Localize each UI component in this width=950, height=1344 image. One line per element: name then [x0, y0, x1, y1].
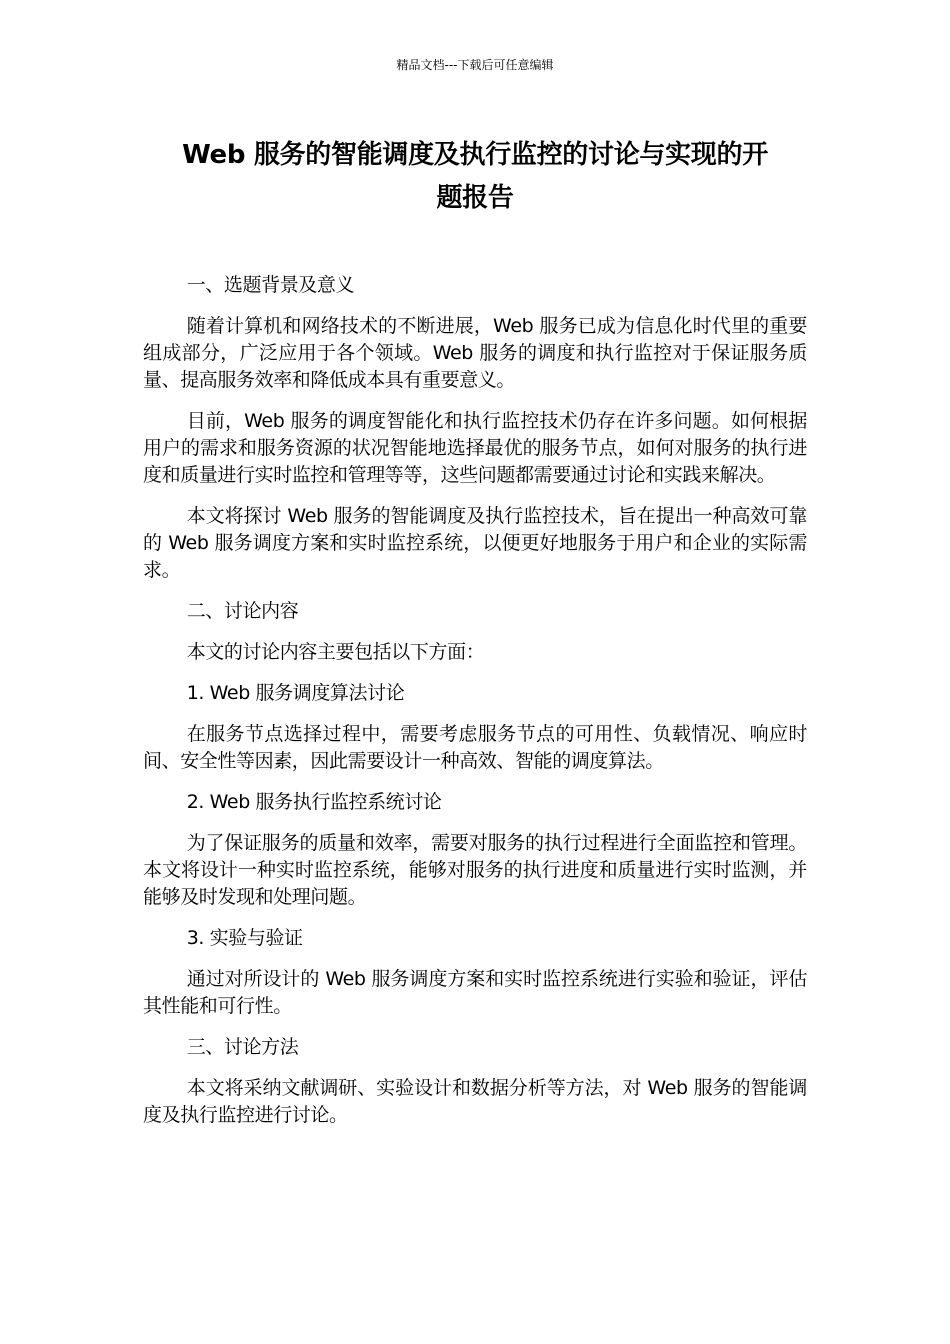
paragraph-method: 本文将采纳文献调研、实验设计和数据分析等方法，对 Web 服务的智能调度及执行监控进行讨论。 [143, 1077, 807, 1126]
subheading-monitoring-system: 2. Web 服务执行监控系统讨论 [186, 791, 442, 813]
paragraph-background-2: 目前，Web 服务的调度智能化和执行监控技术仍存在许多问题。如何根据用户的需求和服务资源的状况智能地选择最优的服务节点，如何对服务的执行进度和质量进行实时监控和管理等等，这些问题都需要通过讨论和实践来解决。 [143, 410, 807, 486]
document-body [143, 272, 807, 1143]
paragraph-scheduling-algorithm: 在服务节点选择过程中，需要考虑服务节点的可用性、负载情况、响应时间、安全性等因素，因此需要设计一种高效、智能的调度算法。 [143, 723, 807, 772]
paragraph-experiment: 通过对所设计的 Web 服务调度方案和实时监控系统进行实验和验证，评估其性能和可行性。 [143, 968, 807, 1017]
paragraph-content-intro: 本文的讨论内容主要包括以下方面： [186, 641, 485, 663]
paragraph-monitoring-system: 为了保证服务的质量和效率，需要对服务的执行过程进行全面监控和管理。本文将设计一种实时监控系统，能够对服务的执行进度和质量进行实时监测，并能够及时发现和处理问题。 [143, 832, 807, 908]
subheading-scheduling-algorithm: 1. Web 服务调度算法讨论 [186, 682, 405, 704]
section-heading-content: 二、讨论内容 [186, 600, 299, 622]
title-line-2: 题报告 [436, 183, 514, 213]
section-heading-background: 一、选题背景及意义 [186, 274, 355, 296]
title-line-1: Web 服务的智能调度及执行监控的讨论与实现的开 [182, 140, 768, 170]
paragraph-background-3: 本文将探讨 Web 服务的智能调度及执行监控技术，旨在提出一种高效可靠的 Web 服务调度方案和实时监控系统，以便更好地服务于用户和企业的实际需求。 [143, 505, 807, 581]
section-heading-method: 三、讨论方法 [186, 1036, 299, 1058]
paragraph-background-1: 随着计算机和网络技术的不断进展，Web 服务已成为信息化时代里的重要组成部分，广泛应用于各个领域。Web 服务的调度和执行监控对于保证服务质量、提高服务效率和降低成本具有重要意义。 [143, 315, 807, 391]
document-title [143, 134, 807, 220]
page-header: 精品文档---下载后可任意编辑 [396, 58, 554, 72]
subheading-experiment: 3. 实验与验证 [186, 927, 303, 949]
